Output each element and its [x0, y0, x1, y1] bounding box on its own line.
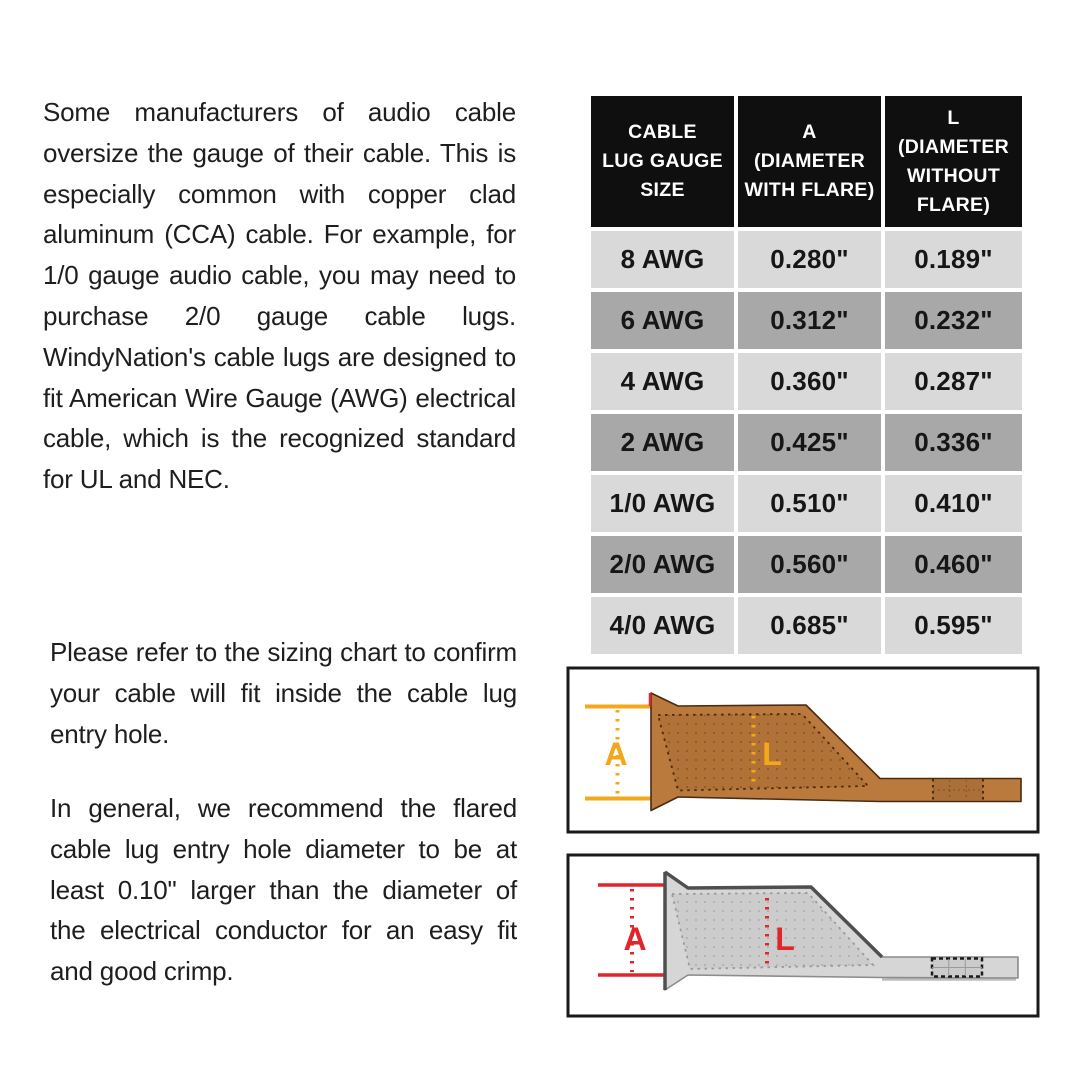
paragraph-sizing-chart-note: Please refer to the sizing chart to confirm your cable will fit inside the cable lug entry hole.	[50, 637, 517, 749]
lug-sizing-table	[591, 96, 1022, 654]
cell-a-diameter: 0.425"	[738, 414, 881, 471]
header-cell-diameter-without-flare	[885, 96, 1022, 227]
cell-a-diameter: 0.560"	[738, 536, 881, 593]
dimension-label-a: A	[623, 921, 647, 957]
cell-l-diameter: 0.460"	[885, 536, 1022, 593]
cell-gauge: 6 AWG	[591, 292, 734, 349]
cell-gauge: 8 AWG	[591, 231, 734, 288]
header-line: FLARE)	[916, 193, 991, 216]
cell-gauge: 2/0 AWG	[591, 536, 734, 593]
header-line: WITHOUT	[906, 164, 1001, 187]
cell-a-diameter: 0.685"	[738, 597, 881, 654]
cell-l-diameter: 0.287"	[885, 353, 1022, 410]
header-line: L	[947, 106, 960, 129]
cell-a-diameter: 0.360"	[738, 353, 881, 410]
header-cell-gauge-size	[591, 96, 734, 227]
tinned-lug-diagram	[566, 853, 1040, 1018]
header-line: A	[802, 121, 817, 143]
header-line: SIZE	[640, 179, 685, 201]
dimension-label-l: L	[762, 736, 782, 772]
cell-l-diameter: 0.336"	[885, 414, 1022, 471]
cell-l-diameter: 0.189"	[885, 231, 1022, 288]
dimension-label-a: A	[604, 736, 628, 772]
header-line: (DIAMETER	[753, 150, 866, 172]
cell-gauge: 4 AWG	[591, 353, 734, 410]
cell-a-diameter: 0.510"	[738, 475, 881, 532]
cell-l-diameter: 0.232"	[885, 292, 1022, 349]
header-cell-diameter-with-flare	[738, 96, 881, 227]
cell-l-diameter: 0.595"	[885, 597, 1022, 654]
header-line: CABLE	[628, 121, 697, 143]
cell-gauge: 4/0 AWG	[591, 597, 734, 654]
cell-gauge: 2 AWG	[591, 414, 734, 471]
paragraph-crimp-recommendation: In general, we recommend the flared cable lug entry hole diameter to be at least 0.10" larger than the diameter of the electrical conductor for an easy fit and good crimp.	[50, 793, 517, 987]
dimension-label-l: L	[775, 921, 795, 957]
cell-a-diameter: 0.312"	[738, 292, 881, 349]
header-line: (DIAMETER	[897, 135, 1010, 158]
cell-gauge: 1/0 AWG	[591, 475, 734, 532]
cell-l-diameter: 0.410"	[885, 475, 1022, 532]
cell-a-diameter: 0.280"	[738, 231, 881, 288]
header-line: WITH FLARE)	[744, 179, 875, 201]
header-line: LUG GAUGE	[602, 150, 723, 172]
paragraph-cca-oversize-note: Some manufacturers of audio cable oversize the gauge of their cable. This is especially common with copper clad aluminum (CCA) cable. For example, for 1/0 gauge audio cable, you may need to purchase 2/0 gauge cable lugs. WindyNation's cable lugs are designed to fit American Wire Gauge (AWG) electrical cable, which is the recognized standard for UL and NEC.	[43, 97, 516, 495]
copper-lug-diagram	[566, 666, 1040, 835]
